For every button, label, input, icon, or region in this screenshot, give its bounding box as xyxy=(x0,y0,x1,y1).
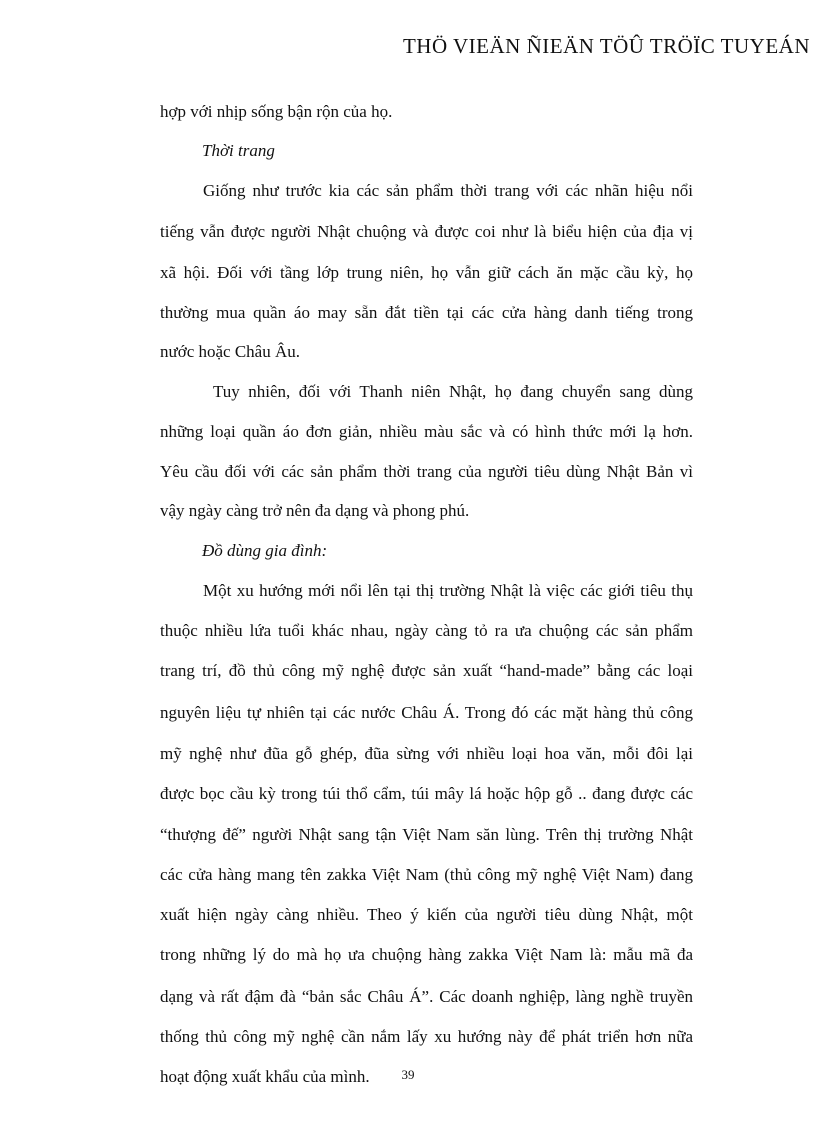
body-line: nguyên liệu tự nhiên tại các nước Châu Á. Trong đó các mặt hàng thủ công xyxy=(160,703,693,722)
body-line: nước hoặc Châu Âu. xyxy=(160,342,301,361)
body-line: xã hội. Đối với tầng lớp trung niên, họ vẫn giữ cách ăn mặc cầu kỳ, họ xyxy=(160,263,693,282)
body-line: trong những lý do mà họ ưa chuộng hàng zakka Việt Nam là: mẫu mã đa xyxy=(160,945,693,964)
body-line: thường mua quần áo may sẵn đắt tiền tại các cửa hàng danh tiếng trong xyxy=(160,303,693,322)
body-line: thống thủ công mỹ nghệ cần nắm lấy xu hướng này để phát triển hơn nữa xyxy=(160,1027,693,1046)
page-header: THÖ VIEÄN ÑIEÄN TÖÛ TRÖÏC TUYEÁN xyxy=(402,34,810,58)
body-line: mỹ nghệ như đũa gỗ ghép, đũa sừng với nhiều loại hoa văn, mỗi đôi lại xyxy=(160,744,693,763)
body-line: thuộc nhiều lứa tuổi khác nhau, ngày càng tỏ ra ưa chuộng các sản phẩm xyxy=(160,621,693,640)
page-number: 39 xyxy=(401,1067,415,1082)
body-line: tiếng vẫn được người Nhật chuộng và được coi như là biểu hiện của địa vị xyxy=(160,222,693,241)
section-heading: Đồ dùng gia đình: xyxy=(202,541,328,560)
body-line: Tuy nhiên, đối với Thanh niên Nhật, họ đang chuyển sang dùng xyxy=(213,382,693,401)
body-line: những loại quần áo đơn giản, nhiều màu sắc và có hình thức mới lạ hơn. xyxy=(160,422,693,441)
body-line: hoạt động xuất khẩu của mình. xyxy=(160,1067,370,1086)
body-line: Giống như trước kia các sản phẩm thời trang với các nhãn hiệu nổi xyxy=(203,181,693,200)
body-line: dạng và rất đậm đà “bản sắc Châu Á”. Các doanh nghiệp, làng nghề truyền xyxy=(160,987,693,1006)
body-line: Yêu cầu đối với các sản phẩm thời trang của người tiêu dùng Nhật Bản vì xyxy=(160,462,693,481)
body-line: Một xu hướng mới nổi lên tại thị trường Nhật là việc các giới tiêu thụ xyxy=(203,581,693,600)
body-line: hợp với nhịp sống bận rộn của họ. xyxy=(160,102,393,121)
section-heading: Thời trang xyxy=(202,141,275,160)
body-line: được bọc cầu kỳ trong túi thổ cẩm, túi mây lá hoặc hộp gỗ .. đang được các xyxy=(160,784,693,803)
body-line: xuất hiện ngày càng nhiều. Theo ý kiến của người tiêu dùng Nhật, một xyxy=(160,905,693,924)
body-line: vậy ngày càng trở nên đa dạng và phong phú. xyxy=(160,501,470,520)
body-line: trang trí, đồ thủ công mỹ nghệ được sản xuất “hand-made” bằng các loại xyxy=(160,661,693,680)
body-line: các cửa hàng mang tên zakka Việt Nam (thủ công mỹ nghệ Việt Nam) đang xyxy=(160,865,693,884)
body-line: “thượng đế” người Nhật sang tận Việt Nam săn lùng. Trên thị trường Nhật xyxy=(160,825,693,844)
